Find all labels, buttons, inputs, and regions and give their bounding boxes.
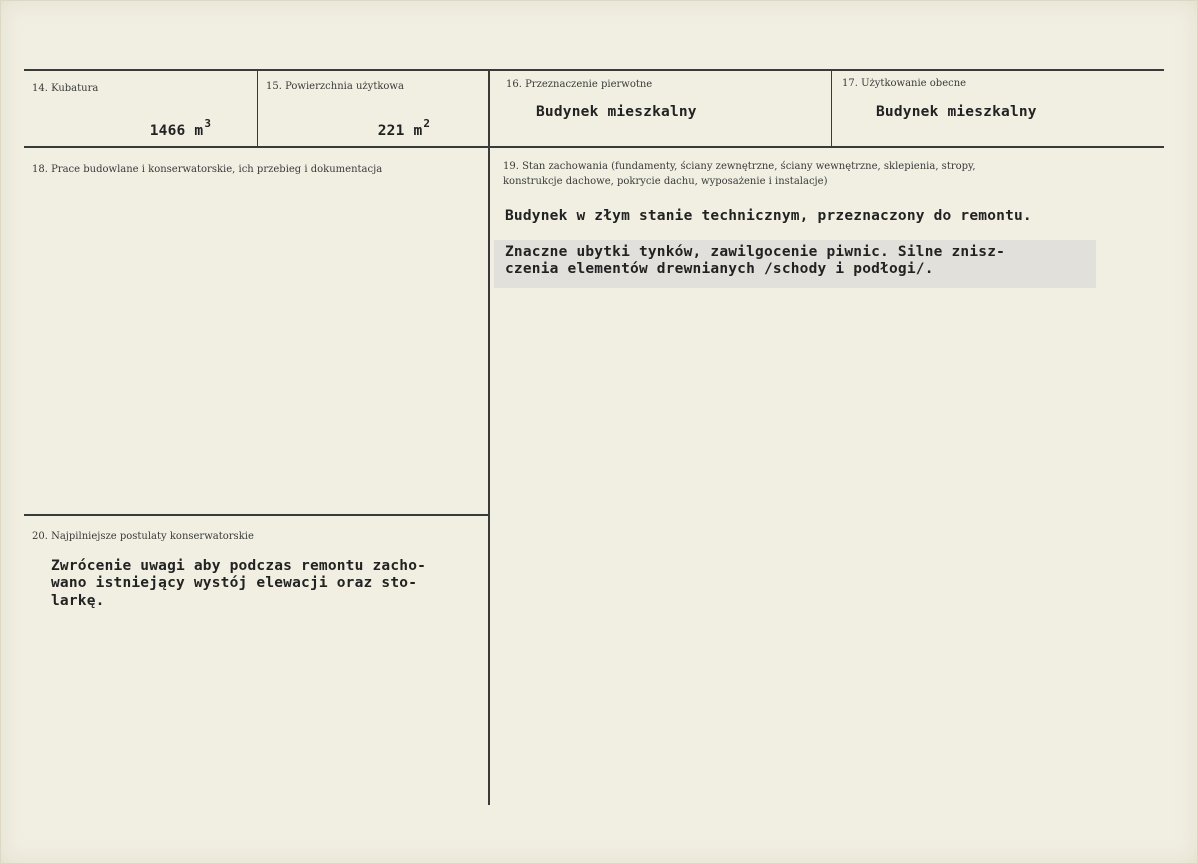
przeznaczenie-label: 16. Przeznaczenie pierwotne — [506, 79, 653, 90]
postulaty-text-line1: Zwrócenie uwagi aby podczas remontu zacho- — [51, 558, 427, 574]
powierzchnia-label: 15. Powierzchnia użytkowa — [266, 81, 404, 92]
col-divider-1 — [257, 71, 258, 148]
stan-text-line1: Budynek w złym stanie technicznym, przeznaczony do remontu. — [505, 208, 1032, 224]
col-divider-main — [488, 71, 490, 805]
przeznaczenie-value: Budynek mieszkalny — [536, 104, 697, 120]
stan-label-line2: konstrukcje dachowe, pokrycie dachu, wyposażenie i instalacje) — [503, 176, 828, 187]
uzytkowanie-label: 17. Użytkowanie obecne — [842, 78, 967, 89]
stan-text-line3: czenia elementów drewnianych /schody i podłogi/. — [505, 261, 934, 277]
kubatura-label: 14. Kubatura — [32, 83, 99, 94]
top-rule — [24, 69, 1164, 71]
uzytkowanie-value: Budynek mieszkalny — [876, 104, 1037, 120]
powierzchnia-value: 221 $m^2$ — [377, 117, 431, 139]
col-divider-3 — [831, 71, 832, 148]
stan-label-line1: 19. Stan zachowania (fundamenty, ściany zewnętrzne, ściany wewnętrzne, sklepienia, stropy, — [503, 161, 976, 172]
left-section-divider — [24, 514, 488, 516]
stan-text-line2: Znaczne ubytki tynków, zawilgocenie piwnic. Silne znisz- — [505, 244, 1006, 260]
postulaty-label: 20. Najpilniejsze postulaty konserwatorskie — [32, 531, 254, 542]
prace-label: 18. Prace budowlane i konserwatorskie, ich przebieg i dokumentacja — [32, 164, 383, 175]
kubatura-value: 1466 $m^3$ — [149, 117, 212, 139]
postulaty-text-line3: larkę. — [51, 593, 105, 609]
postulaty-text-line2: wano istniejący wystój elewacji oraz sto- — [51, 575, 418, 591]
